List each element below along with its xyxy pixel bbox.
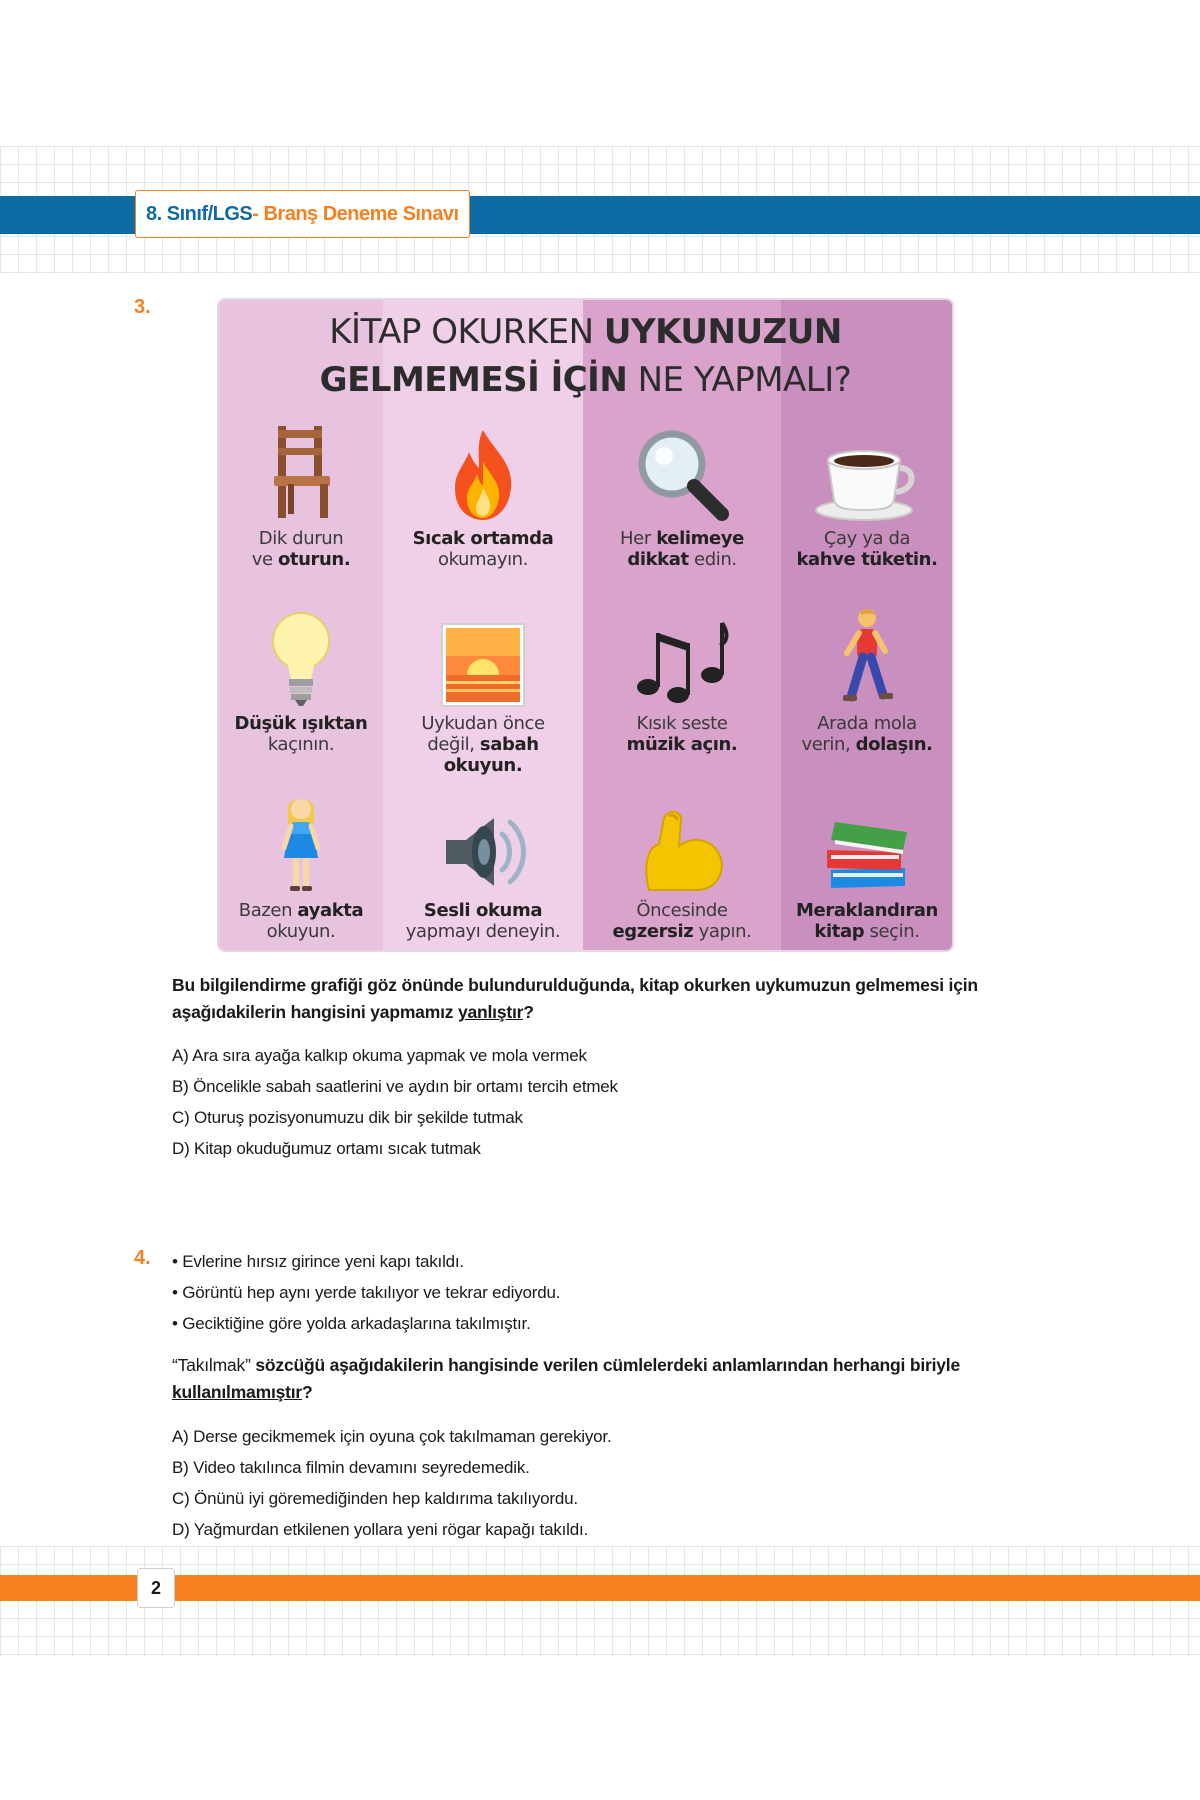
option-a[interactable]: A) Derse gecikmemek için oyuna çok takılmaman gerekiyor. [172,1427,612,1446]
tip-text-part: sabah [479,734,539,755]
tip-read-standing [219,782,392,942]
header-grade: 8. Sınıf/LGS [146,202,253,225]
question-4-number: 4. [134,1247,151,1269]
tip-text-part: yapın. [693,921,752,942]
tip-text-part: Sıcak ortamda [412,528,554,549]
tip-tea-or-coffee [776,410,952,570]
stem-line: sözcüğü aşağıdakilerin hangisinde verilen cümlelerdeki anlamlarından herhangi biriyle [250,1355,960,1375]
sentence-item: • Evlerine hırsız girince yeni kapı takıldı. [172,1252,464,1271]
tip-text-part: müzik açın. [626,734,738,755]
tip-low-music [591,595,773,755]
infographic-title [219,308,952,404]
tip-text-part: seçin. [864,921,920,942]
tip-text-part: Arada mola [817,713,917,734]
sentence-item: • Geciktiğine göre yolda arkadaşlarına takılmıştır. [172,1314,531,1333]
flexed-arm-icon [591,782,773,894]
tip-text-part: kitap [814,921,865,942]
tip-text-part: dikkat [627,549,689,570]
tip-text-part: verin, [801,734,856,755]
question-3-options [172,1040,618,1164]
tip-text-part: Uykudan önce [421,713,545,734]
title-part: GELMEMESİ İÇİN [319,360,628,400]
sunrise-icon [392,595,574,707]
fire-icon [392,410,574,522]
magnifier-icon [591,410,773,522]
books-icon [776,782,952,894]
tip-exercise-before [591,782,773,942]
tip-text-part: ve [251,549,278,570]
tip-sit-upright [219,410,392,570]
title-part: NE YAPMALI? [627,360,852,400]
tip-text-part: değil, [427,734,480,755]
infographic [219,300,952,950]
tip-text-part: okuyun. [443,755,523,776]
question-4-stem [172,1352,1082,1406]
tip-attend-each-word [591,410,773,570]
tip-text-part: yapmayı deneyin. [405,921,561,942]
stem-quote: “Takılmak” [172,1355,251,1375]
tip-text-part: Sesli okuma [423,900,543,921]
tip-text-part: edin. [688,549,737,570]
tip-avoid-low-light [219,595,392,755]
tip-read-in-morning [392,595,574,776]
speaker-icon [392,782,574,894]
stem-line: ? [302,1382,313,1402]
light-bulb-icon [219,595,392,707]
tip-avoid-warm-room [392,410,574,570]
tip-text-part: Çay ya da [823,528,911,549]
tip-text-part: Dik durun [258,528,344,549]
option-d[interactable]: D) Yağmurdan etkilenen yollara yeni rögar kapağı takıldı. [172,1520,589,1539]
tip-text-part: okuyun. [266,921,336,942]
option-d[interactable]: D) Kitap okuduğumuz ortamı sıcak tutmak [172,1139,481,1158]
chair-icon [219,410,392,522]
question-4-sentences [172,1246,560,1339]
footer-bar [0,1575,1200,1601]
tip-text-part: dolaşın. [855,734,933,755]
tip-text-part: kahve tüketin. [796,549,938,570]
option-b[interactable]: B) Video takılınca filmin devamını seyredemedik. [172,1458,530,1477]
music-notes-icon [591,595,773,707]
tip-text-part: kaçının. [267,734,335,755]
question-4-options [172,1421,611,1545]
tip-read-aloud [392,782,574,942]
tip-text-part: okumayın. [437,549,529,570]
stem-line: ? [523,1002,534,1022]
option-b[interactable]: B) Öncelikle sabah saatlerini ve aydın bir ortamı tercih etmek [172,1077,618,1096]
option-c[interactable]: C) Oturuş pozisyonumuzu dik bir şekilde tutmak [172,1108,523,1127]
footer-grid-band [0,1546,1200,1656]
tip-text-part: Her [620,528,657,549]
tip-text-part: Kısık seste [636,713,728,734]
tip-choose-intriguing-book [776,782,952,942]
coffee-cup-icon [776,410,952,522]
tip-text-part: Öncesinde [636,900,728,921]
page-number: 2 [137,1568,175,1608]
tip-text-part: Düşük ışıktan [234,713,368,734]
tip-take-breaks-walk [776,595,952,755]
stem-line: Bu bilgilendirme grafiği göz önünde bulundurulduğunda, kitap okurken uykumuzun gelmemesi için [172,975,978,995]
header-exam-name: - Branş Deneme Sınavı [252,202,459,225]
exam-header-label [135,190,470,238]
tip-text-part: Meraklandıran [796,900,938,921]
tip-text-part: ayakta [297,900,364,921]
question-3-stem [172,972,1082,1026]
stem-line: aşağıdakilerin hangisini yapmamız [172,1002,458,1022]
tip-text-part: oturun. [277,549,351,570]
stem-emphasis: kullanılmamıştır [172,1382,303,1402]
stem-emphasis: yanlıştır [457,1002,524,1022]
standing-person-icon [219,782,392,894]
tip-text-part: kelimeye [656,528,744,549]
title-part: UYKUNUZUN [603,312,842,352]
option-a[interactable]: A) Ara sıra ayağa kalkıp okuma yapmak ve mola vermek [172,1046,587,1065]
option-c[interactable]: C) Önünü iyi göremediğinden hep kaldırıma takılıyordu. [172,1489,578,1508]
tip-text-part: Bazen [238,900,298,921]
title-part: KİTAP OKURKEN [329,312,604,352]
tip-text-part: egzersiz [612,921,694,942]
walking-person-icon [776,595,952,707]
sentence-item: • Görüntü hep aynı yerde takılıyor ve tekrar ediyordu. [172,1283,561,1302]
question-3-number: 3. [134,296,151,318]
